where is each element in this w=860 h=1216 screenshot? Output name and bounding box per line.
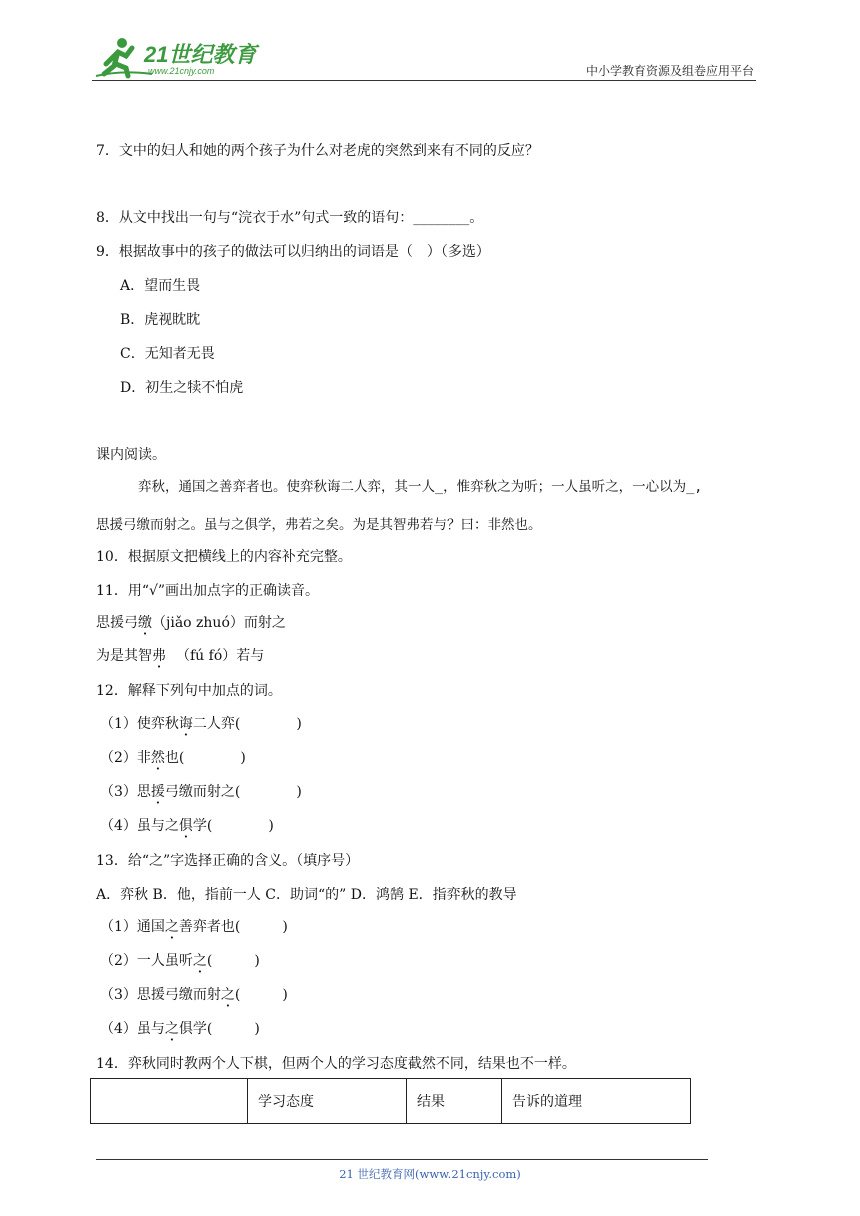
q12-item-1 [100,713,302,733]
q13-3-prefix: （3）思援弓缴而射 [100,987,221,1003]
q13-item-2 [100,950,260,970]
q12-1-dotted: 诲 [178,716,193,732]
header-platform-text: 中小学教育资源及组卷应用平台 [585,64,754,78]
q9-option-a: A．望而生畏 [120,278,201,294]
q13-3-suffix: ( ) [234,987,288,1003]
section-title: 课内阅读。 [96,447,166,463]
q12-4-prefix: （4）虽与之 [100,818,179,834]
q13-1-prefix: （1）通国 [100,919,165,935]
q13-item-3 [100,984,288,1004]
passage-line-2: 思援弓缴而射之。虽与之俱学，弗若之矣。为是其智弗若与？曰：非然也。 [96,517,542,533]
q12-item-4 [100,815,274,835]
q13-1-suffix: 善弈者也( ) [178,919,288,935]
q9-option-d: D．初生之犊不怕虎 [120,380,244,396]
q12-4-dotted: 俱 [178,818,193,834]
passage-line-1: 弈秋，通国之善弈者也。使弈秋诲二人弈，其一人_，惟弈秋之为听；一人虽听之，一心以为_, [138,479,703,495]
q11-b-suffix: （fú fó）若与 [176,648,265,664]
q13-3-dotted: 之 [220,987,235,1003]
footer-divider [96,1159,708,1160]
question-8: 8．从文中找出一句与“浣衣于水”句式一致的语句：________。 [96,210,484,226]
table-header-attitude: 学习态度 [248,1079,407,1124]
q12-2-suffix: 也( ) [164,750,246,766]
q13-item-1 [100,916,288,936]
q13-4-dotted: 之 [164,1021,179,1037]
q13-2-suffix: ( ) [206,953,260,969]
q13-2-prefix: （2）一人虽听 [100,953,193,969]
q13-1-dotted: 之 [164,919,179,935]
table-header-blank [91,1079,248,1124]
question-7: 7．文中的妇人和她的两个孩子为什么对老虎的突然到来有不同的反应？ [96,143,539,159]
question-13: 13．给“之”字选择正确的含义。（填序号） [96,853,360,869]
q12-2-prefix: （2）非 [100,750,151,766]
question-11: 11．用“√”画出加点字的正确读音。 [96,583,320,599]
q9-option-c: C．无知者无畏 [120,346,215,362]
footer-link[interactable]: 21 世纪教育网(www.21cnjy.com) [339,1167,521,1181]
q13-item-4 [100,1018,260,1038]
q12-1-prefix: （1）使弈秋 [100,716,179,732]
site-logo [92,34,262,80]
question-14: 14．弈秋同时教两个人下棋，但两个人的学习态度截然不同，结果也不一样。 [96,1056,576,1072]
q12-1-suffix: 二人弈( ) [192,716,302,732]
logo-url: www.21cnjy.com [148,66,215,76]
q12-item-3 [100,781,302,801]
q12-4-suffix: 学( ) [192,818,274,834]
q12-3-prefix: （3）思 [100,784,151,800]
table-header-lesson: 告诉的道理 [502,1079,691,1124]
q11-a-prefix: 思援弓 [96,615,138,631]
question-12: 12．解释下列句中加点的词。 [96,683,282,699]
q12-2-dotted: 然 [150,750,165,766]
q11-b-dotted: 弗 [152,648,166,664]
q11-item-b [96,645,264,665]
q12-3-dotted: 援 [150,784,165,800]
q12-3-suffix: 弓缴而射之( ) [164,784,302,800]
logo-text: 21世纪教育 [144,42,257,67]
question-10: 10．根据原文把横线上的内容补充完整。 [96,549,352,565]
q13-4-prefix: （4）虽与 [100,1021,165,1037]
q13-options: A．弈秋 B．他，指前一人 C．助词“的” D．鸿鹄 E．指弈秋的教导 [96,887,517,903]
table-header-result: 结果 [407,1079,502,1124]
q12-item-2 [100,747,246,767]
q9-option-b: B．虎视眈眈 [120,312,201,328]
question-9: 9．根据故事中的孩子的做法可以归纳出的词语是（ ）（多选） [96,244,490,260]
passage [96,468,764,544]
q11-b-prefix: 为是其智 [96,648,152,664]
q13-2-dotted: 之 [192,953,207,969]
q11-a-suffix: （jiǎo zhuó）而射之 [152,615,286,631]
q11-a-dotted: 缴 [138,615,152,631]
table-row [91,1079,691,1124]
header-divider [92,80,756,81]
q11-item-a [96,612,286,632]
q13-4-suffix: 俱学( ) [178,1021,260,1037]
answer-table [90,1078,691,1124]
